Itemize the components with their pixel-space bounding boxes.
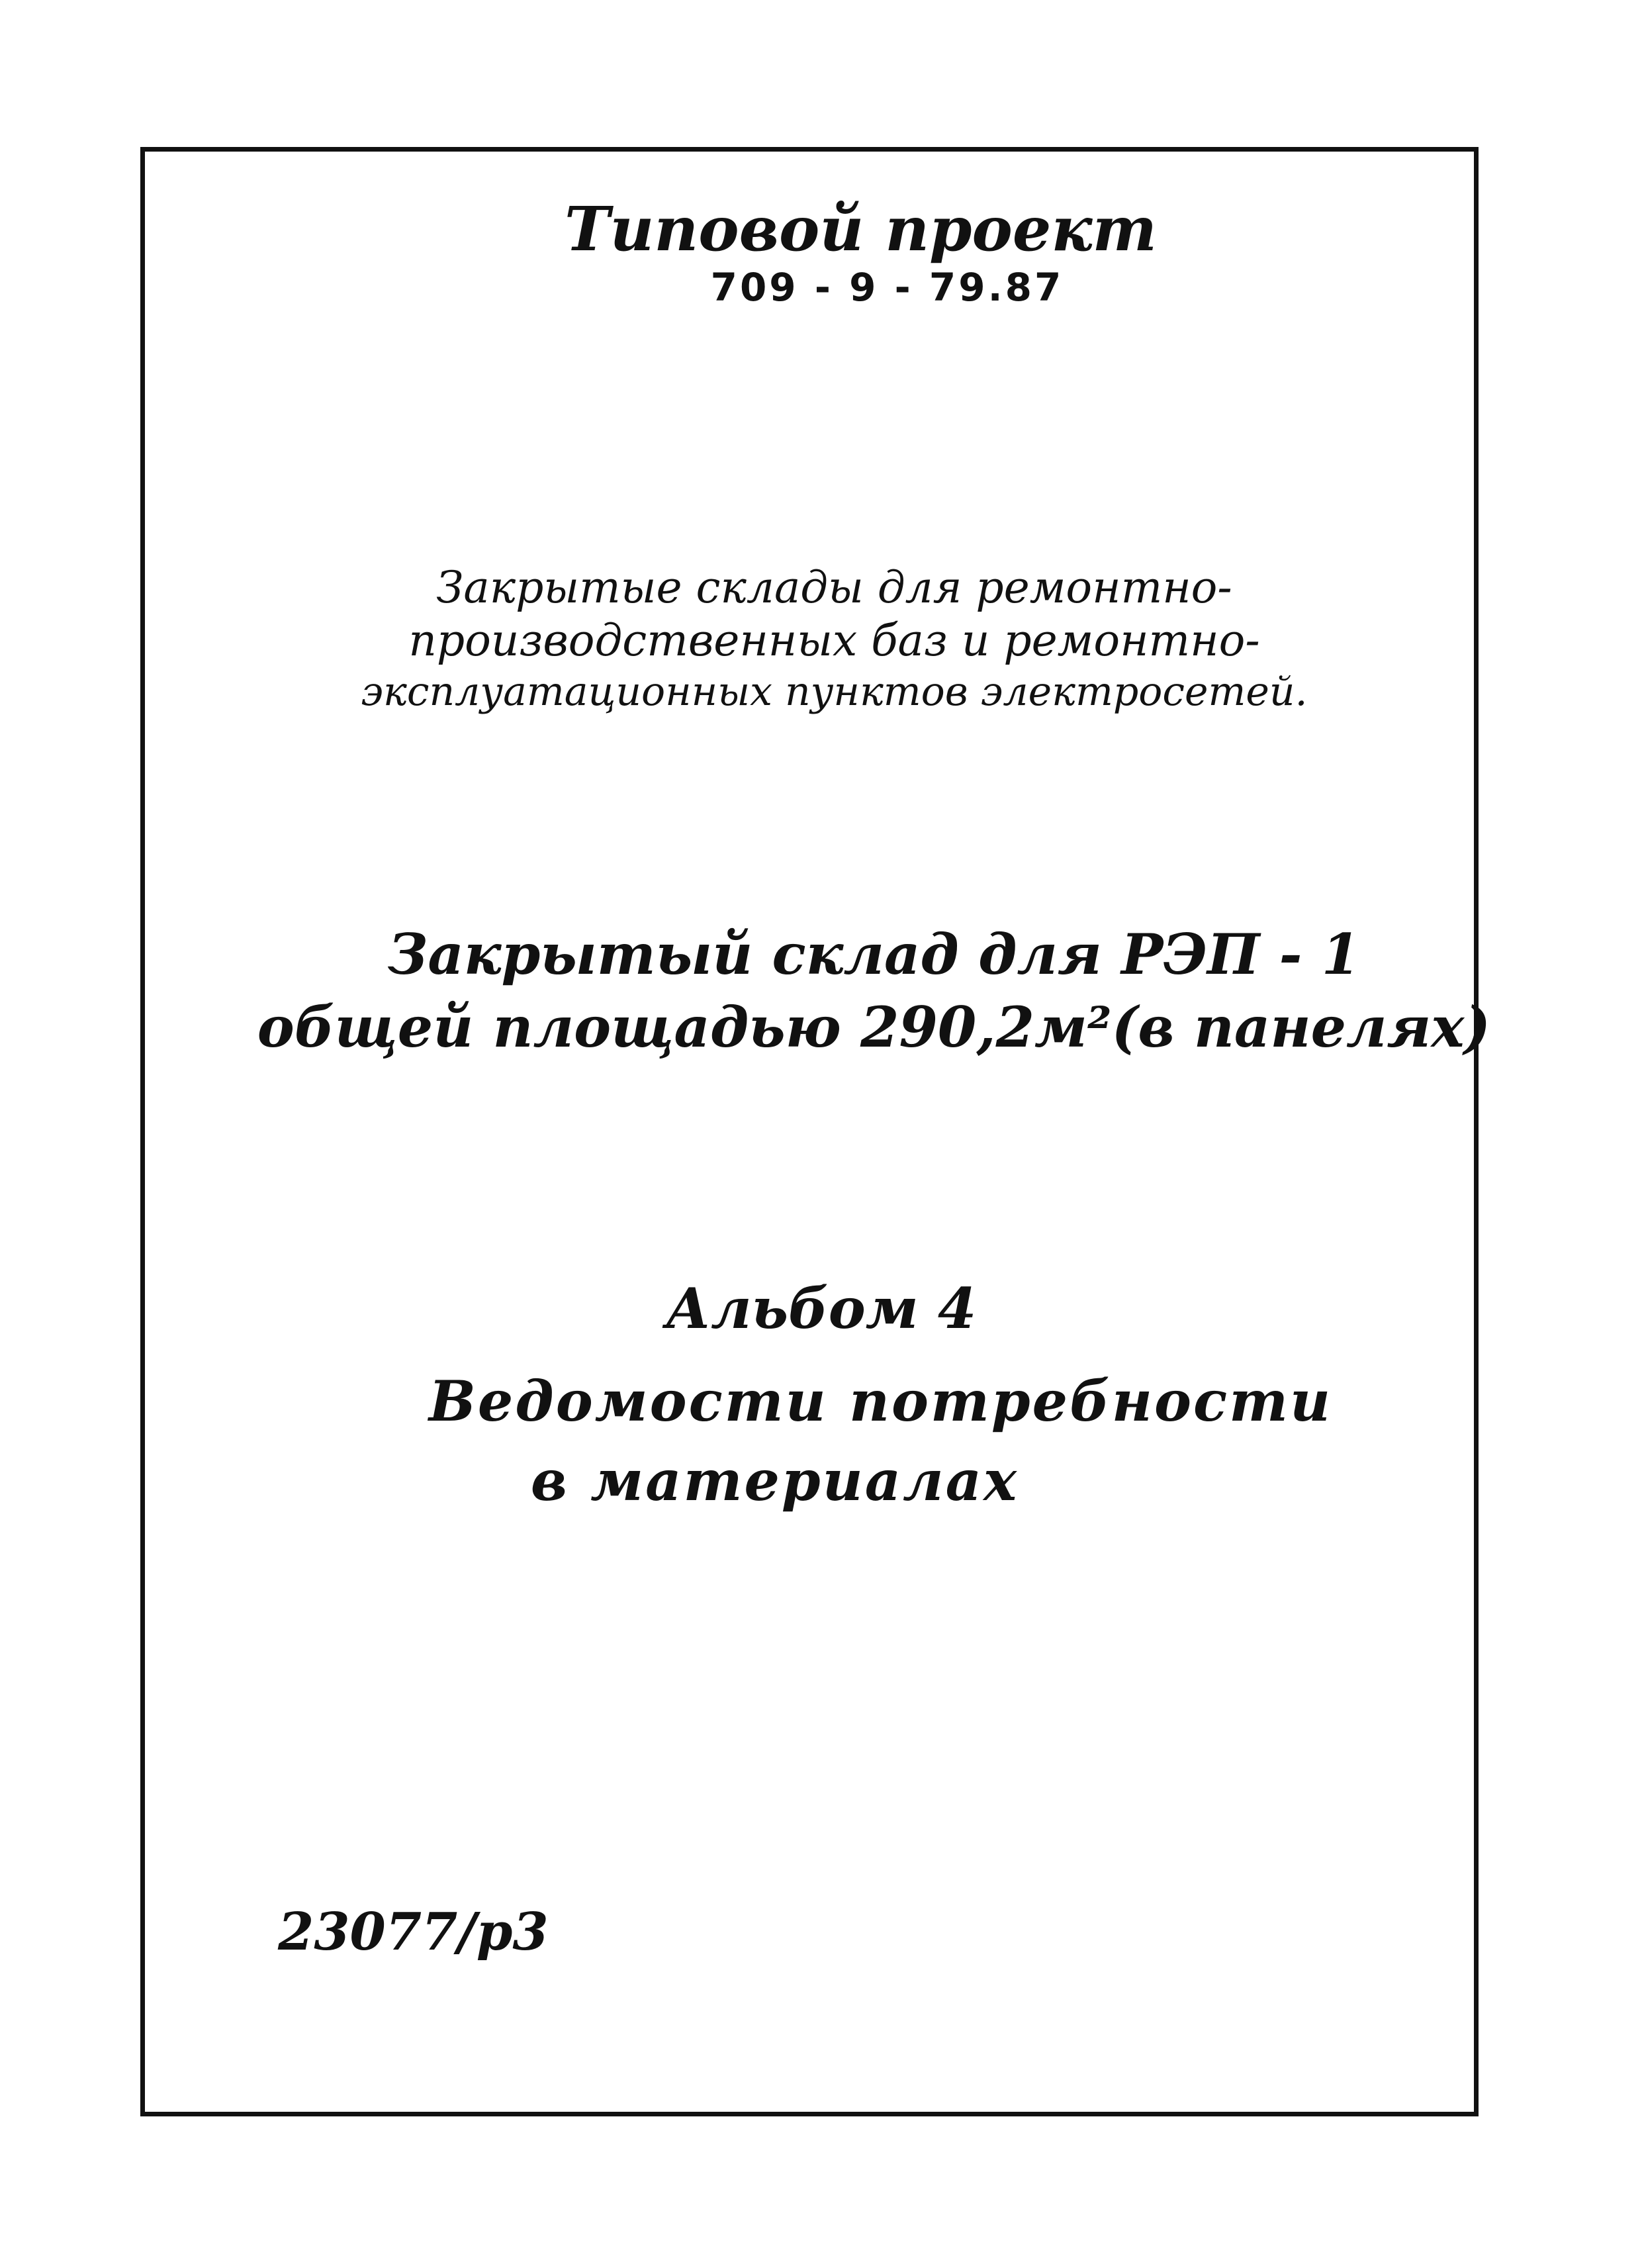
object-description-line-2: общей площадью 290,2м²(в панелях) <box>257 994 1491 1060</box>
document-title: Типовой проект <box>564 193 1158 265</box>
page-border-frame <box>140 147 1479 2116</box>
inventory-number: 23077/р3 <box>278 1902 549 1962</box>
album-content-line-1: Ведомости потребности <box>428 1368 1333 1434</box>
series-description-line-2: производственных баз и ремонтно- <box>408 615 1260 666</box>
series-description-line-3: эксплуатационных пунктов электросетей. <box>361 669 1308 715</box>
object-description-line-1: Закрытый склад для РЭП - 1 <box>387 921 1361 987</box>
album-number: Альбом 4 <box>665 1276 977 1341</box>
series-description-line-1: Закрытые склады для ремонтно- <box>436 562 1232 613</box>
album-content-line-2: в материалах <box>530 1448 1019 1513</box>
project-number: 709 - 9 - 79.87 <box>710 265 1064 310</box>
